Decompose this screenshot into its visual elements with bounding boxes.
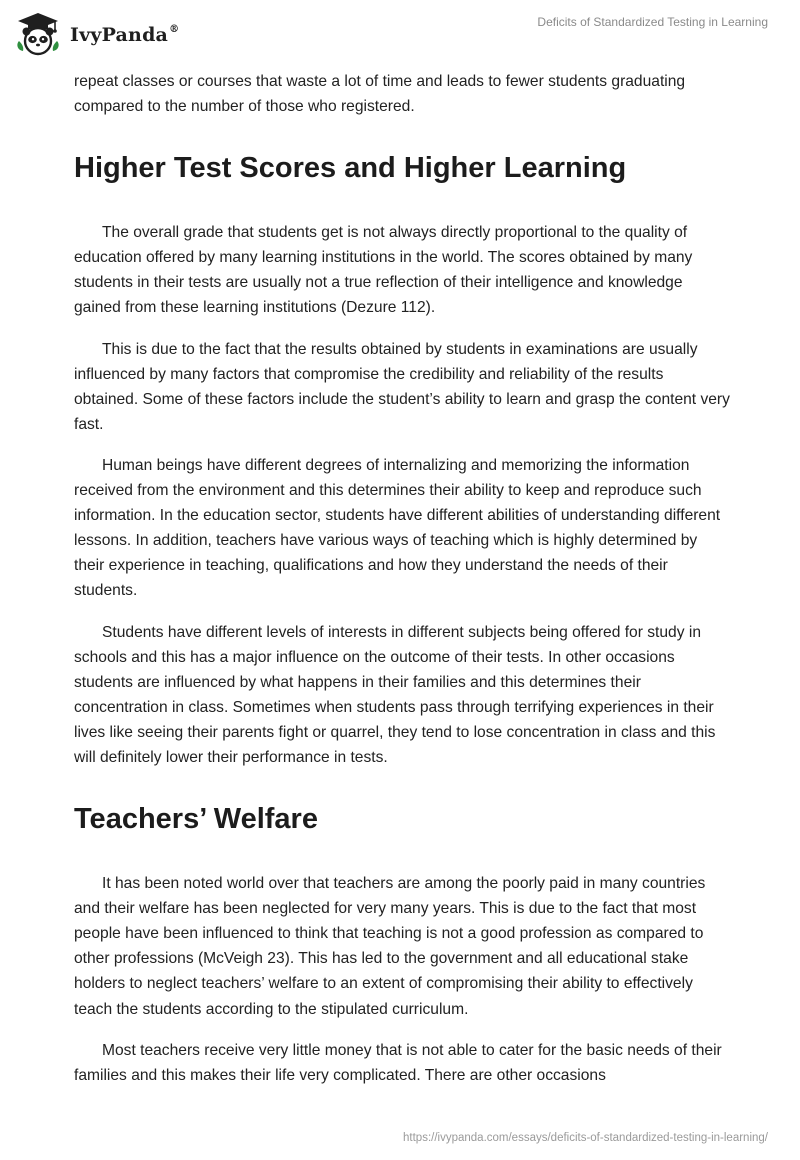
panda-graduate-icon [14,10,62,58]
intro-continuation-paragraph: repeat classes or courses that waste a lot of time and leads to fewer students graduating compared to the number of those who registered. [74,73,686,116]
essay-body [74,69,730,1104]
ivypanda-logo[interactable] [14,10,179,58]
paragraph: Most teachers receive very little money that is not able to cater for the basic needs of their families and this makes their life very complicated. There are other occasions [74,1041,722,1084]
paragraph: It has been noted world over that teachers are among the poorly paid in many countries and their welfare has been neglected for very many years. This is due to the fact that most people have been influenced to think that teaching is not a good profession as compared to other professions (McVeigh 23). This has led to the government and all educational stake holders to neglect teachers’ welfare to an extent of compromising their ability to effectively teach the students according to the stipulated curriculum. [74,875,706,1018]
source-url-link[interactable]: https://ivypanda.com/essays/deficits-of-standardized-testing-in-learning/ [403,1132,768,1144]
paragraph: This is due to the fact that the results obtained by students in examinations are usually influenced by many factors that compromise the credibility and reliability of the results obtained. Some of these factors include the student’s ability to learn and grasp the content very fast. [74,340,730,433]
section-heading-teachers-welfare: Teachers’ Welfare [74,803,318,836]
paragraph: Human beings have different degrees of internalizing and memorizing the information received from the environment and this determines their ability to keep and reproduce such information. In the education sector, students have different abilities of understanding different lessons. In addition, teachers have various ways of teaching which is highly determined by their experience in teaching, qualifications and how they understand the needs of their students. [74,456,721,600]
paragraph: Students have different levels of interests in different subjects being offered for study in schools and this has a major influence on the outcome of their tests. In other occasions students are influenced by what happens in their families and this determines their concentration in class. Sometimes when students pass through terrifying experiences in their lives like seeing their parents fight or quarrel, they tend to lose concentration in class and this will definitely lower their performance in tests. [74,623,716,766]
page-header [0,0,800,68]
logo-wordmark: IvyPanda® [70,23,180,46]
paragraph: The overall grade that students get is not always directly proportional to the quality of education offered by many learning institutions in the world. The scores obtained by many students in their tests are usually not a true reflection of their intelligence and knowledge gained from these learning institutions (Dezure 112). [74,224,693,317]
document-title: Deficits of Standardized Testing in Learning [537,15,768,29]
section-heading-test-scores: Higher Test Scores and Higher Learning [74,152,627,185]
registered-mark: ® [169,23,180,35]
